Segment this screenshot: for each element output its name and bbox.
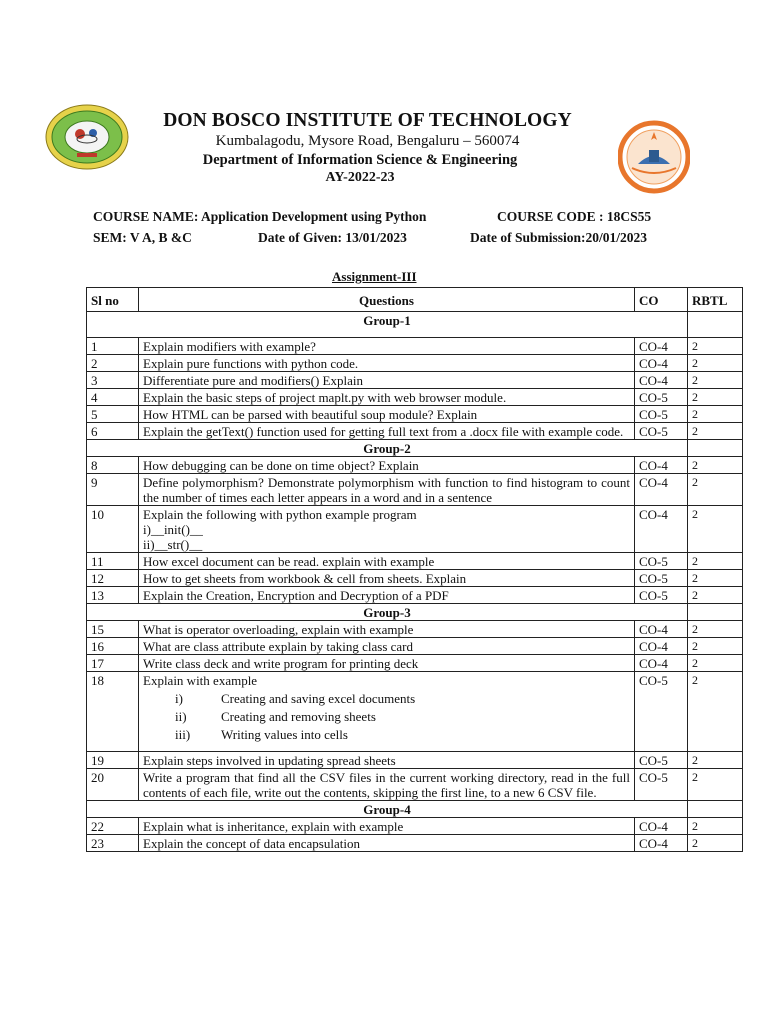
course-name: COURSE NAME: Application Development using Python: [93, 209, 427, 224]
group-row: [87, 440, 743, 457]
table-row: 22 Explain what is inheritance, explain with example CO-4 2: [87, 818, 743, 835]
table-row: 1 Explain modifiers with example? CO-4 2: [87, 338, 743, 355]
table-row: 3 Differentiate pure and modifiers() Explain CO-4 2: [87, 372, 743, 389]
table-row: 23 Explain the concept of data encapsulation CO-4 2: [87, 835, 743, 852]
table-row: 13 Explain the Creation, Encryption and Decryption of a PDF CO-5 2: [87, 587, 743, 604]
table-row: 18 Explain with example i) Creating and saving excel documents ii) Creating and removing sheets iii) Writing values into cells CO-5 2: [87, 672, 743, 752]
table-row: 11 How excel document can be read. explain with example CO-5 2: [87, 553, 743, 570]
date-submission: Date of Submission:20/01/2023: [470, 230, 648, 245]
table-row: 10 Explain the following with python example program i)__init()__ ii)__str()__ CO-4 2: [87, 506, 743, 553]
group-row: [87, 604, 743, 621]
table-row: 6 Explain the getText() function used for getting full text from a .docx file with example code. CO-5 2: [87, 423, 743, 440]
document-header: [0, 0, 768, 200]
header-questions: Questions: [139, 288, 635, 312]
group-row: [87, 801, 743, 818]
group-4-label: Group-4: [87, 801, 688, 818]
semester: SEM: V A, B &C: [93, 230, 192, 245]
table-row: 4 Explain the basic steps of project maplt.py with web browser module. CO-5 2: [87, 389, 743, 406]
group-1-label: Group-1: [87, 312, 688, 338]
table-row: 16 What are class attribute explain by taking class card CO-4 2: [87, 638, 743, 655]
table-row: 19 Explain steps involved in updating spread sheets CO-5 2: [87, 752, 743, 769]
date-given: Date of Given: 13/01/2023: [258, 230, 407, 245]
header-rbtl: RBTL: [688, 288, 743, 312]
header-co: CO: [635, 288, 688, 312]
table-row: 8 How debugging can be done on time object? Explain CO-4 2: [87, 457, 743, 474]
table-row: 17 Write class deck and write program for printing deck CO-4 2: [87, 655, 743, 672]
group-2-label: Group-2: [87, 440, 688, 457]
questions-table: [86, 287, 743, 852]
table-row: 5 How HTML can be parsed with beautiful soup module? Explain CO-5 2: [87, 406, 743, 423]
group-row: [87, 312, 743, 338]
college-emblem-logo: [618, 118, 690, 196]
academic-year: AY-2022-23: [325, 170, 395, 185]
table-row: 20 Write a program that find all the CSV files in the current working directory, read in the full contents of each file, write out the contents, skipping the first line, to a new 6 CSV file. CO-5 2: [87, 769, 743, 801]
group-3-label: Group-3: [87, 604, 688, 621]
table-header-row: [87, 288, 743, 312]
header-sl-no: Sl no: [87, 288, 139, 312]
department-name: Department of Information Science & Engineering: [202, 152, 518, 168]
table-row: 12 How to get sheets from workbook & cell from sheets. Explain CO-5 2: [87, 570, 743, 587]
assignment-title: Assignment-III: [332, 269, 417, 284]
table-row: 9 Define polymorphism? Demonstrate polymorphism with function to find histogram to count the number of times each letter appears in a word and in a sentence CO-4 2: [87, 474, 743, 506]
course-code: COURSE CODE : 18CS55: [497, 209, 652, 224]
table-row: 15 What is operator overloading, explain with example CO-4 2: [87, 621, 743, 638]
institute-name: DON BOSCO INSTITUTE OF TECHNOLOGY: [163, 110, 572, 131]
table-row: 2 Explain pure functions with python code. CO-4 2: [87, 355, 743, 372]
institute-address: Kumbalagodu, Mysore Road, Bengaluru – 560074: [215, 133, 520, 149]
